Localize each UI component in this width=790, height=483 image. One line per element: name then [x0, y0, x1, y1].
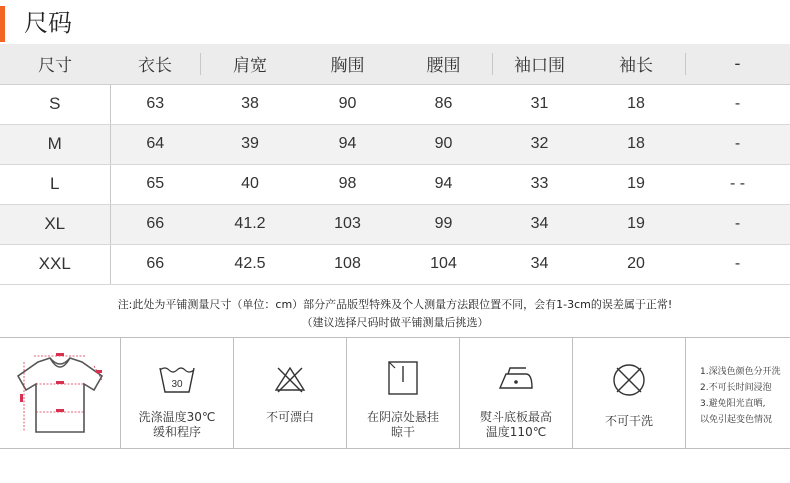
cell-chest: 108 [300, 244, 395, 284]
wash-30-icon [157, 364, 197, 394]
iron-cell [459, 338, 572, 448]
cell-extra: - [685, 84, 790, 124]
cell-extra: - [685, 204, 790, 244]
column-header-length: 衣长 [110, 44, 200, 84]
hang-label-line-2: 晾干 [390, 425, 415, 439]
no-bleach-icon [272, 364, 308, 394]
column-header-extra: - [685, 44, 790, 84]
column-header-chest: 胸围 [300, 44, 395, 84]
care-tips-cell [685, 338, 790, 448]
no-dryclean-label: 不可干洗 [604, 414, 653, 428]
cell-waist: 90 [395, 124, 492, 164]
title-bar [0, 6, 790, 42]
no-bleach-cell [233, 338, 346, 448]
cell-cuff: 34 [492, 204, 587, 244]
note-line-2: （建议选择尺码时做平铺测量后挑选） [301, 316, 489, 329]
cell-length: 63 [110, 84, 200, 124]
cell-extra: - [685, 244, 790, 284]
cell-size: XL [0, 204, 110, 244]
cell-shoulder: 40 [200, 164, 300, 204]
care-tip-item: 3.避免阳光直晒, [700, 399, 766, 409]
hang-label-line-1: 在阴凉处悬挂 [366, 410, 439, 424]
cell-chest: 94 [300, 124, 395, 164]
cell-length: 66 [110, 204, 200, 244]
tshirt-measurement-diagram-icon [14, 352, 106, 436]
cell-shoulder: 42.5 [200, 244, 300, 284]
cell-shoulder: 41.2 [200, 204, 300, 244]
wash-temp-value: 30 [171, 379, 183, 390]
cell-waist: 99 [395, 204, 492, 244]
table-row [0, 164, 790, 204]
cell-length: 65 [110, 164, 200, 204]
wash-label-line-2: 缓和程序 [152, 425, 201, 439]
cell-sleeve: 20 [587, 244, 685, 284]
care-tip-item: 2.不可长时间浸泡 [700, 383, 772, 393]
wash-temp-cell [120, 338, 233, 448]
hang-dry-label [347, 410, 459, 440]
iron-label-line-1: 熨斗底板最高 [479, 410, 552, 424]
hang-dry-cell [346, 338, 459, 448]
cell-chest: 90 [300, 84, 395, 124]
hang-dry-shade-icon [387, 360, 419, 396]
column-header-size: 尺寸 [0, 44, 110, 84]
care-tip-item: 1.深浅色颜色分开洗 [700, 367, 781, 377]
column-header-cuff: 袖口围 [492, 44, 587, 84]
cell-waist: 94 [395, 164, 492, 204]
cell-shoulder: 39 [200, 124, 300, 164]
table-header-row [0, 44, 790, 84]
care-instructions-row [0, 337, 790, 449]
cell-waist: 104 [395, 244, 492, 284]
cell-chest: 103 [300, 204, 395, 244]
iron-label [460, 410, 572, 440]
cell-sleeve: 18 [587, 124, 685, 164]
wash-temp-label [121, 410, 233, 440]
iron-label-line-2: 温度110℃ [485, 425, 547, 439]
cell-extra: - [685, 124, 790, 164]
cell-size: M [0, 124, 110, 164]
table-row [0, 244, 790, 284]
cell-length: 64 [110, 124, 200, 164]
cell-size: L [0, 164, 110, 204]
page-title: 尺码 [24, 9, 72, 37]
column-header-shoulder: 肩宽 [200, 44, 300, 84]
cell-size: S [0, 84, 110, 124]
cell-length: 66 [110, 244, 200, 284]
cell-cuff: 33 [492, 164, 587, 204]
measurement-note [0, 296, 790, 332]
table-row [0, 84, 790, 124]
care-tips-list [700, 364, 781, 428]
table-row [0, 204, 790, 244]
cell-shoulder: 38 [200, 84, 300, 124]
cell-cuff: 34 [492, 244, 587, 284]
cell-sleeve: 18 [587, 84, 685, 124]
cell-size: XXL [0, 244, 110, 284]
no-dryclean-icon [611, 362, 647, 398]
column-header-sleeve: 袖长 [587, 44, 685, 84]
no-dryclean-cell [572, 338, 685, 448]
note-line-1: 注:此处为平铺测量尺寸（单位：cm）部分产品版型特殊及个人测量方法跟位置不同，会有1-3cm的误差属于正常! [117, 298, 673, 311]
column-header-waist: 腰围 [395, 44, 492, 84]
iron-low-temp-icon [496, 364, 536, 392]
care-tip-item: 以免引起变色情况 [700, 415, 773, 425]
cell-sleeve: 19 [587, 164, 685, 204]
cell-chest: 98 [300, 164, 395, 204]
cell-extra: - - [685, 164, 790, 204]
table-row [0, 124, 790, 164]
cell-cuff: 32 [492, 124, 587, 164]
garment-diagram-cell [0, 338, 120, 448]
cell-sleeve: 19 [587, 204, 685, 244]
no-bleach-label: 不可漂白 [265, 410, 314, 424]
wash-label-line-1: 洗涤温度30℃ [138, 410, 216, 424]
title-accent-bar [0, 6, 5, 42]
cell-waist: 86 [395, 84, 492, 124]
size-table [0, 44, 790, 285]
cell-cuff: 31 [492, 84, 587, 124]
